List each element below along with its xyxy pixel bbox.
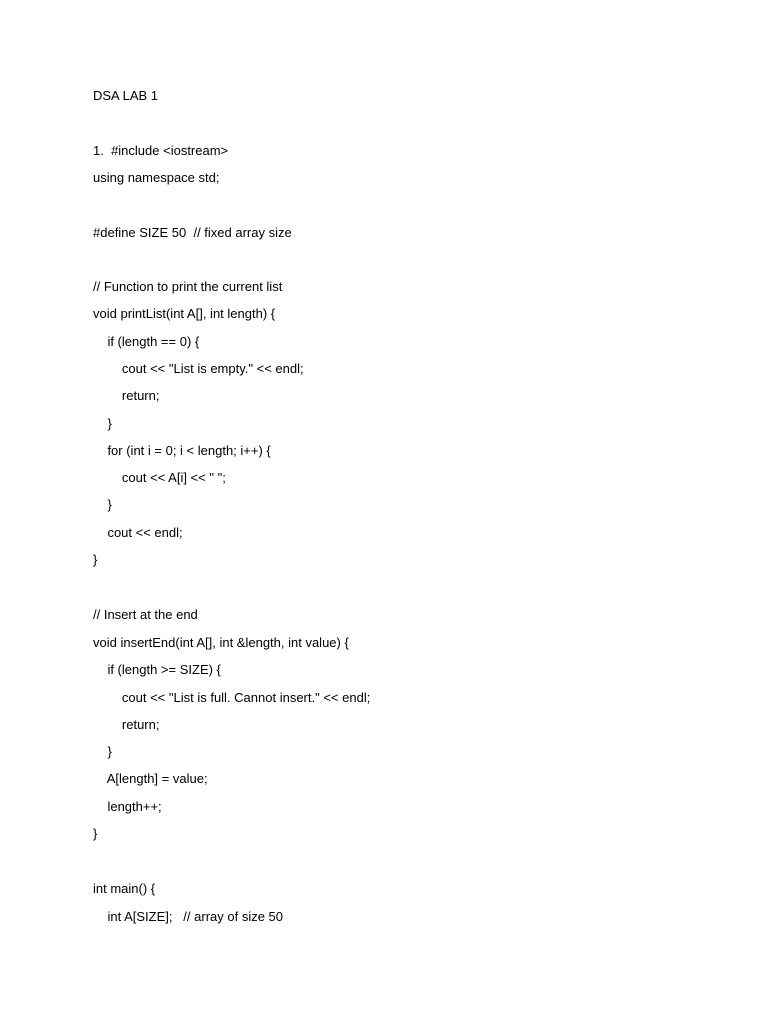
code-line: using namespace std; (93, 170, 220, 185)
code-comment: // Insert at the end (93, 607, 198, 622)
code-line: length++; (93, 799, 162, 814)
code-line: cout << "List is full. Cannot insert." << endl; (93, 690, 371, 705)
code-line: A[length] = value; (93, 771, 208, 786)
document-title: DSA LAB 1 (93, 88, 159, 103)
code-line: } (93, 552, 98, 567)
code-line: void printList(int A[], int length) { (93, 306, 276, 321)
code-comment: // Function to print the current list (93, 279, 283, 294)
code-line: for (int i = 0; i < length; i++) { (93, 443, 271, 458)
code-line: } (93, 497, 112, 512)
code-line: } (93, 744, 112, 759)
code-line: } (93, 826, 98, 841)
code-line: void insertEnd(int A[], int &length, int value) { (93, 635, 349, 650)
code-line: cout << endl; (93, 525, 183, 540)
code-line: int main() { (93, 881, 156, 896)
code-line: #define SIZE 50 // fixed array size (93, 225, 292, 240)
code-line: return; (93, 388, 160, 403)
code-line: } (93, 416, 112, 431)
code-line: if (length >= SIZE) { (93, 662, 221, 677)
code-line: 1. #include <iostream> (93, 143, 229, 158)
code-line: return; (93, 717, 160, 732)
code-line: if (length == 0) { (93, 334, 200, 349)
code-line: int A[SIZE]; // array of size 50 (93, 909, 284, 924)
code-line: cout << "List is empty." << endl; (93, 361, 304, 376)
code-line: cout << A[i] << " "; (93, 470, 226, 485)
